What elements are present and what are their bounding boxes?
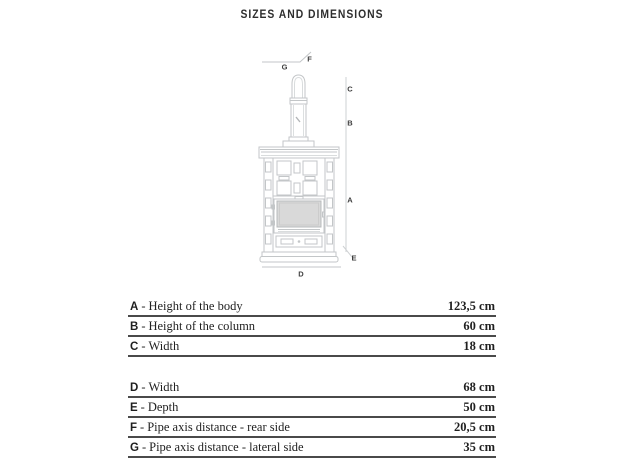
- row-description: Depth: [147, 400, 179, 414]
- row-value: 68 cm: [463, 380, 495, 394]
- dim-label-d: D: [298, 269, 304, 279]
- row-description: Height of the body: [148, 299, 243, 313]
- row-letter: D: [130, 382, 139, 394]
- dimensions-table-vertical: [128, 297, 496, 357]
- row-separator: -: [140, 420, 145, 434]
- row-value: 18 cm: [463, 339, 495, 353]
- row-separator: -: [141, 299, 146, 313]
- row-label: [130, 319, 255, 334]
- row-letter: A: [130, 301, 139, 313]
- table-row: [128, 337, 496, 357]
- row-value: 35 cm: [463, 440, 495, 454]
- table-row: [128, 398, 496, 418]
- row-description: Pipe axis distance - rear side: [147, 420, 290, 434]
- row-label: [130, 400, 178, 415]
- row-label: [130, 440, 304, 455]
- row-label: [130, 420, 290, 435]
- dimensions-table-horizontal: [128, 378, 496, 458]
- row-letter: G: [130, 442, 139, 454]
- row-value: 50 cm: [463, 400, 495, 414]
- page-title: SIZES AND DIMENSIONS: [240, 9, 384, 21]
- table-row: [128, 438, 496, 458]
- row-letter: E: [130, 402, 138, 414]
- dim-label-a: A: [347, 195, 353, 205]
- row-letter: B: [130, 321, 139, 333]
- row-letter: C: [130, 341, 139, 353]
- row-value: 123,5 cm: [447, 299, 495, 313]
- table-row: [128, 297, 496, 317]
- row-label: [130, 380, 179, 395]
- stove-dimension-diagram: [250, 45, 372, 287]
- row-description: Width: [148, 339, 180, 353]
- row-description: Height of the column: [148, 319, 256, 333]
- row-label: [130, 339, 179, 354]
- row-letter: F: [130, 422, 138, 434]
- stove-diagram-icon: [250, 45, 372, 287]
- row-description: Pipe axis distance - lateral side: [149, 440, 304, 454]
- dim-label-g: G: [281, 62, 288, 72]
- row-value: 20,5 cm: [454, 420, 495, 434]
- row-separator: -: [141, 339, 146, 353]
- table-row: [128, 378, 496, 398]
- row-label: [130, 299, 243, 314]
- row-separator: -: [141, 380, 146, 394]
- row-separator: -: [141, 440, 147, 454]
- table-row: [128, 418, 496, 438]
- row-value: 60 cm: [463, 319, 495, 333]
- dim-label-c: C: [347, 83, 353, 93]
- row-description: Width: [148, 380, 180, 394]
- dim-label-e: E: [351, 253, 357, 263]
- dimension-tables: [128, 297, 496, 458]
- dim-label-f: F: [307, 53, 312, 63]
- row-separator: -: [140, 400, 145, 414]
- row-separator: -: [141, 319, 146, 333]
- dim-label-b: B: [347, 118, 353, 128]
- table-row: [128, 317, 496, 337]
